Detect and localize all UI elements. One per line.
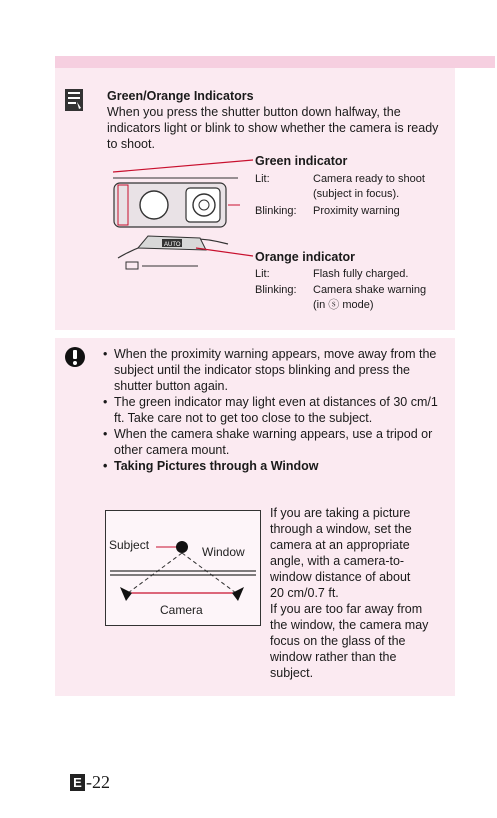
list-item: • When the camera shake warning appears, use a tripod or other camera mount. [103, 426, 448, 458]
top-color-band [55, 56, 495, 68]
page-number-text: -22 [86, 772, 110, 792]
subject-label: Subject [109, 538, 150, 552]
green-indicator-title: Green indicator [255, 154, 348, 168]
page-number [70, 772, 110, 793]
orange-lit-row: Lit: Flash fully charged. [255, 268, 409, 280]
green-blinking-row: Blinking: Proximity warning [255, 205, 400, 217]
green-lit-row: Lit: Camera ready to shoot [255, 173, 425, 185]
window-diagram [105, 510, 261, 626]
memo-icon [64, 88, 84, 112]
camera-mode-dial-text: AUTO [164, 242, 181, 248]
caution-icon [64, 346, 86, 368]
language-badge: E [70, 774, 85, 791]
section-heading: Green/Orange Indicators [107, 89, 254, 103]
orange-blinking-row: Blinking: Camera shake warning [255, 284, 427, 296]
section-divider [55, 330, 455, 338]
camera-top-illustration [108, 158, 258, 276]
window-paragraph: If you are taking a picture through a window, set the camera at an appropriate angle, with a camera-to- window distance of about 20 cm/0.7 ft. If you are too far away from the window, the camera may focus on the glass of the window rather than the subject. [270, 506, 429, 680]
list-item: • When the proximity warning appears, move away from the subject until the indicator stops blinking and press the shutter button again. [103, 346, 448, 394]
green-lit-row-cont: (subject in focus). [313, 188, 400, 200]
window-label: Window [202, 545, 245, 559]
orange-blinking-row-cont: (in ⓢ mode) [313, 299, 374, 311]
camera-label: Camera [160, 603, 203, 617]
list-item: • The green indicator may light even at distances of 30 cm/1 ft. Take care not to get too close to the subject. [103, 394, 448, 426]
window-heading: • Taking Pictures through a Window [103, 458, 448, 474]
caution-list [103, 346, 448, 474]
intro-paragraph: When you press the shutter button down halfway, the indicators light or blink to show whether the camera is ready to shoot. [107, 105, 439, 151]
orange-indicator-title: Orange indicator [255, 250, 356, 264]
